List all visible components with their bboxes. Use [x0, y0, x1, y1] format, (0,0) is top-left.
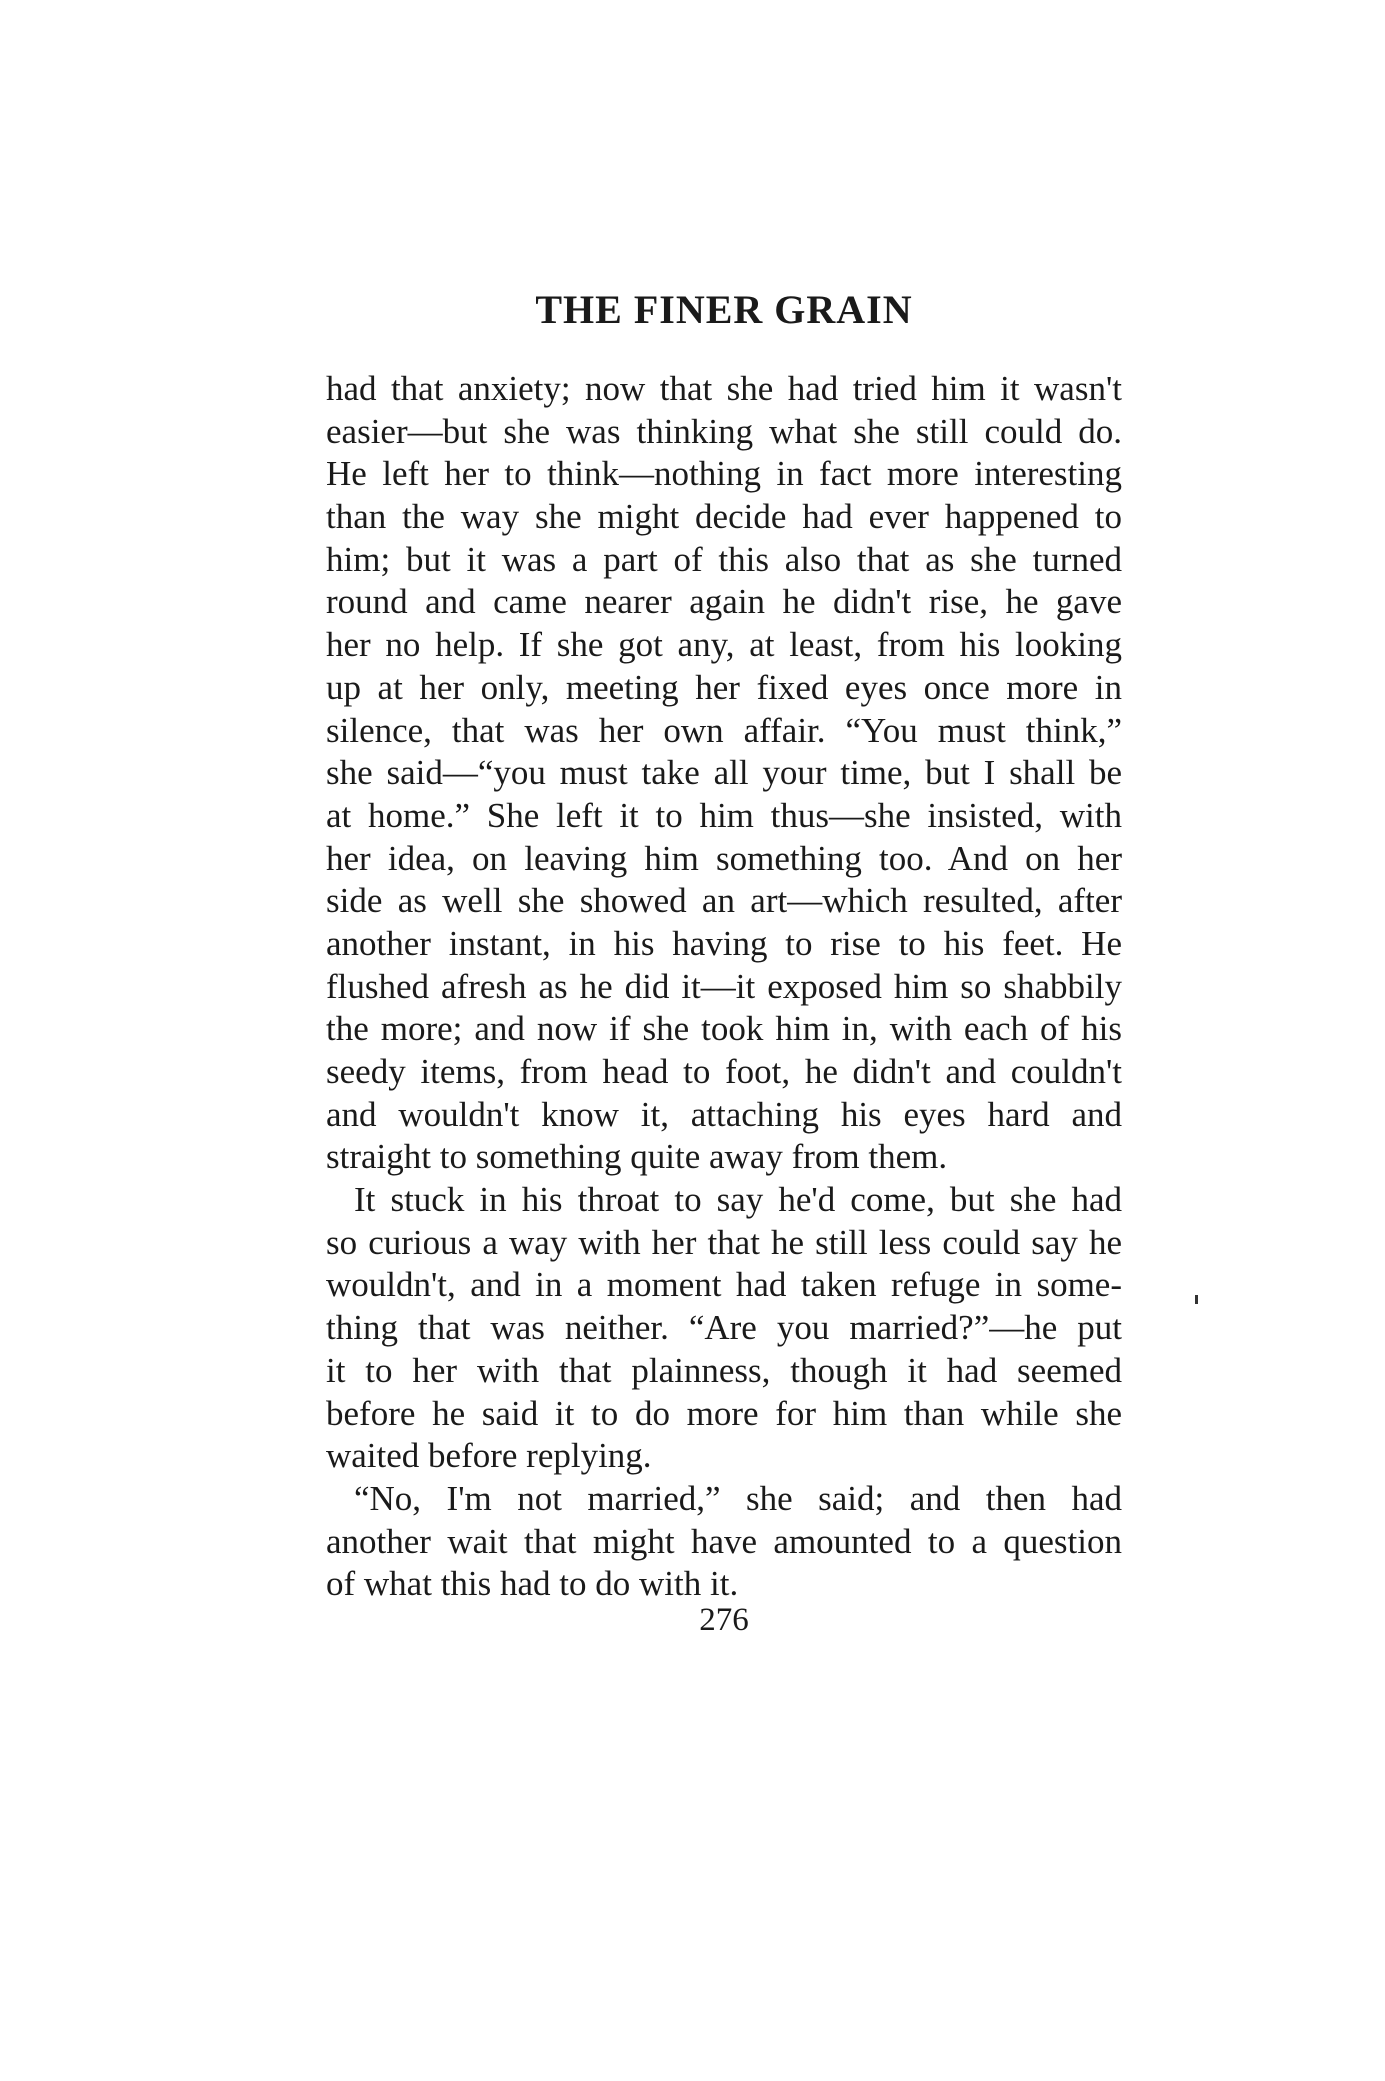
text-line: the more; and now if she took him in, with each of his: [326, 1009, 1122, 1049]
text-line: him; but it was a part of this also that as she turned: [326, 539, 1122, 579]
scan-speck: [1195, 1295, 1198, 1304]
page-number: 276: [699, 1602, 749, 1638]
text-line: had that anxiety; now that she had tried him it wasn't: [326, 369, 1122, 408]
text-line: thing that was neither. “Are you married?”—he put: [326, 1308, 1122, 1348]
text-line: “No, I'm not married,” she said; and then had: [354, 1478, 1122, 1518]
text-line: easier—but she was thinking what she still could do.: [326, 411, 1122, 451]
text-line: round and came nearer again he didn't rise, he gave: [326, 582, 1122, 622]
text-line: her no help. If she got any, at least, from his looking: [326, 625, 1122, 665]
text-line: waited before replying.: [326, 1436, 652, 1476]
text-line: another instant, in his having to rise to his feet. He: [326, 923, 1122, 963]
text-line: so curious a way with her that he still less could say he: [326, 1222, 1122, 1262]
text-line: of what this had to do with it.: [326, 1564, 739, 1604]
text-line: and wouldn't know it, attaching his eyes hard and: [326, 1094, 1122, 1134]
text-line: she said—“you must take all your time, but I shall be: [326, 753, 1122, 793]
text-line: straight to something quite away from them.: [326, 1137, 948, 1177]
text-line: her idea, on leaving him something too. And on her: [326, 838, 1122, 878]
text-line: side as well she showed an art—which resulted, after: [326, 881, 1122, 921]
text-line: It stuck in his throat to say he'd come, but she had: [354, 1180, 1122, 1220]
text-line: at home.” She left it to him thus—she insisted, with: [326, 795, 1122, 835]
text-line: silence, that was her own affair. “You must think,”: [326, 710, 1122, 750]
body-text: [326, 368, 1122, 1606]
text-line: wouldn't, and in a moment had taken refuge in some-: [326, 1265, 1122, 1305]
text-line: flushed afresh as he did it—it exposed him so shabbily: [326, 966, 1122, 1006]
text-line: than the way she might decide had ever happened to: [326, 497, 1122, 537]
text-line: seedy items, from head to foot, he didn't and couldn't: [326, 1052, 1122, 1091]
text-line: up at her only, meeting her fixed eyes once more in: [326, 667, 1122, 707]
text-line: He left her to think—nothing in fact more interesting: [326, 454, 1122, 494]
text-line: before he said it to do more for him than while she: [326, 1393, 1122, 1433]
running-head: THE FINER GRAIN: [535, 287, 913, 332]
text-line: it to her with that plainness, though it had seemed: [326, 1350, 1122, 1390]
text-line: another wait that might have amounted to a question: [326, 1521, 1122, 1561]
